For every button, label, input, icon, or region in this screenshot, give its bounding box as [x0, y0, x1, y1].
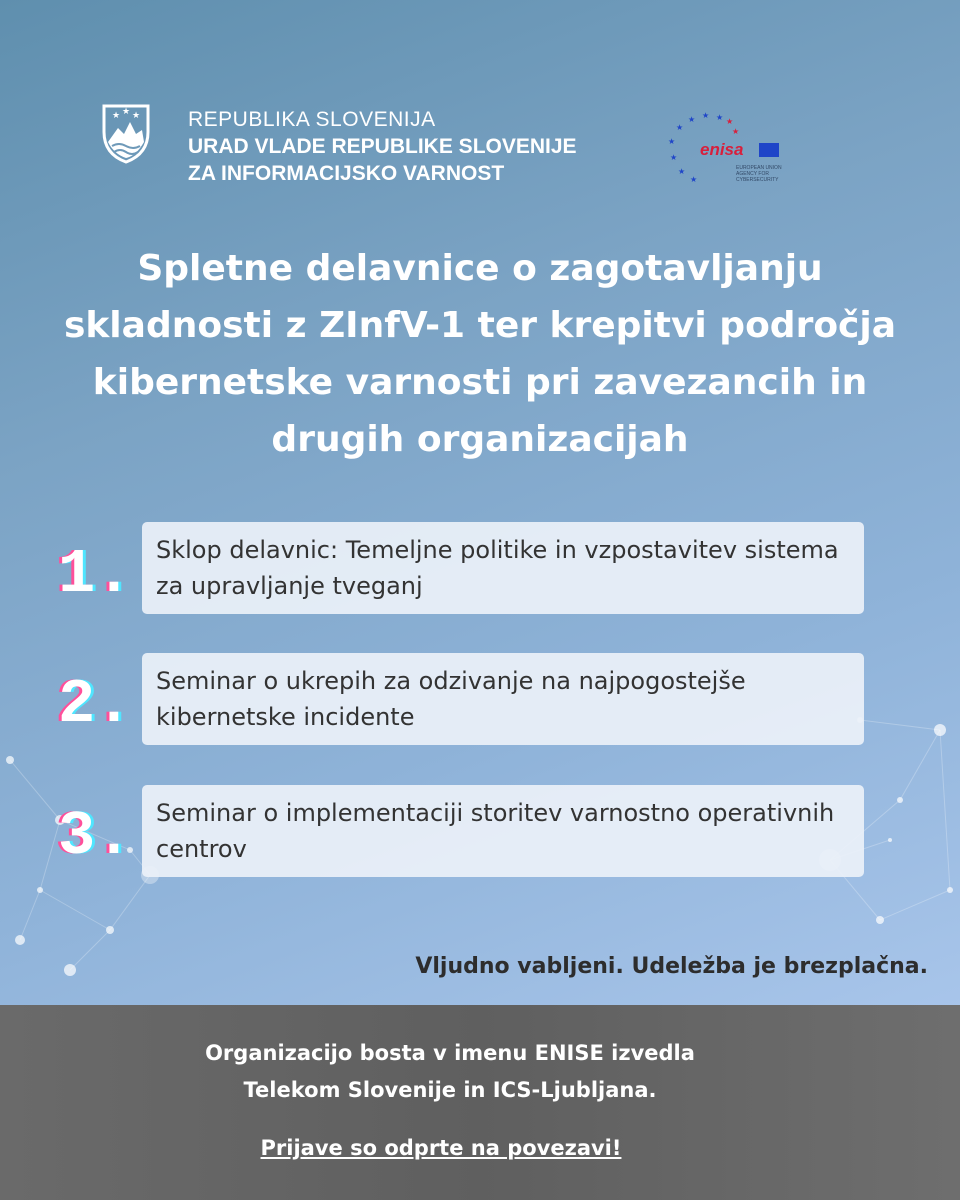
workshop-item-1: Sklop delavnic: Temeljne politike in vzpostavitev sistema za upravljanje tveganj — [142, 522, 864, 614]
gov-line-infosec: ZA INFORMACIJSKO VARNOST — [188, 162, 505, 185]
footer-organizers-line1: Organizacijo bosta v imenu ENISE izvedla — [205, 1041, 695, 1065]
header — [100, 100, 880, 200]
svg-text:★: ★ — [676, 123, 684, 132]
registration-link[interactable]: Prijave so odprte na povezavi! — [260, 1136, 622, 1160]
workshop-item-2: Seminar o ukrepih za odzivanje na najpogostejše kibernetske incidente — [142, 653, 864, 745]
page-title: Spletne delavnice o zagotavljanju skladnosti z ZInfV-1 ter krepitvi področja kibernetske varnosti pri zavezancih in drugih organizacijah — [63, 248, 897, 460]
slovenia-coat-of-arms-icon — [100, 102, 152, 164]
government-office-name — [188, 106, 577, 187]
svg-text:★: ★ — [670, 153, 678, 162]
svg-text:★: ★ — [716, 113, 724, 122]
item-number-1: 1. — [58, 539, 133, 610]
svg-text:★: ★ — [690, 175, 698, 184]
svg-text:★: ★ — [678, 167, 686, 176]
svg-text:★: ★ — [668, 137, 676, 146]
svg-text:★: ★ — [702, 111, 710, 120]
item-number-3: 3. — [58, 801, 133, 872]
footer-organizers-line2: Telekom Slovenije in ICS-Ljubljana. — [243, 1078, 657, 1102]
enisa-subtitle: EUROPEAN UNION AGENCY FOR CYBERSECURITY — [736, 165, 782, 183]
svg-text:★: ★ — [122, 107, 131, 117]
item-number-2: 2. — [58, 669, 133, 740]
svg-text:★: ★ — [732, 127, 740, 136]
svg-text:★: ★ — [132, 111, 141, 121]
svg-text:★: ★ — [726, 117, 734, 126]
workshop-item-3: Seminar o implementaciji storitev varnostno operativnih centrov — [142, 785, 864, 877]
footer — [0, 1005, 960, 1200]
gov-line-office: URAD VLADE REPUBLIKE SLOVENIJE — [188, 135, 577, 158]
enisa-logo — [666, 110, 786, 190]
eu-flag-icon — [759, 143, 779, 157]
svg-text:★: ★ — [112, 111, 121, 121]
invitation-text: Vljudno vabljeni. Udeležba je brezplačna. — [415, 954, 928, 979]
gov-line-republic: REPUBLIKA SLOVENIJA — [188, 108, 436, 131]
svg-text:★: ★ — [688, 115, 696, 124]
enisa-wordmark: enisa — [700, 140, 744, 159]
